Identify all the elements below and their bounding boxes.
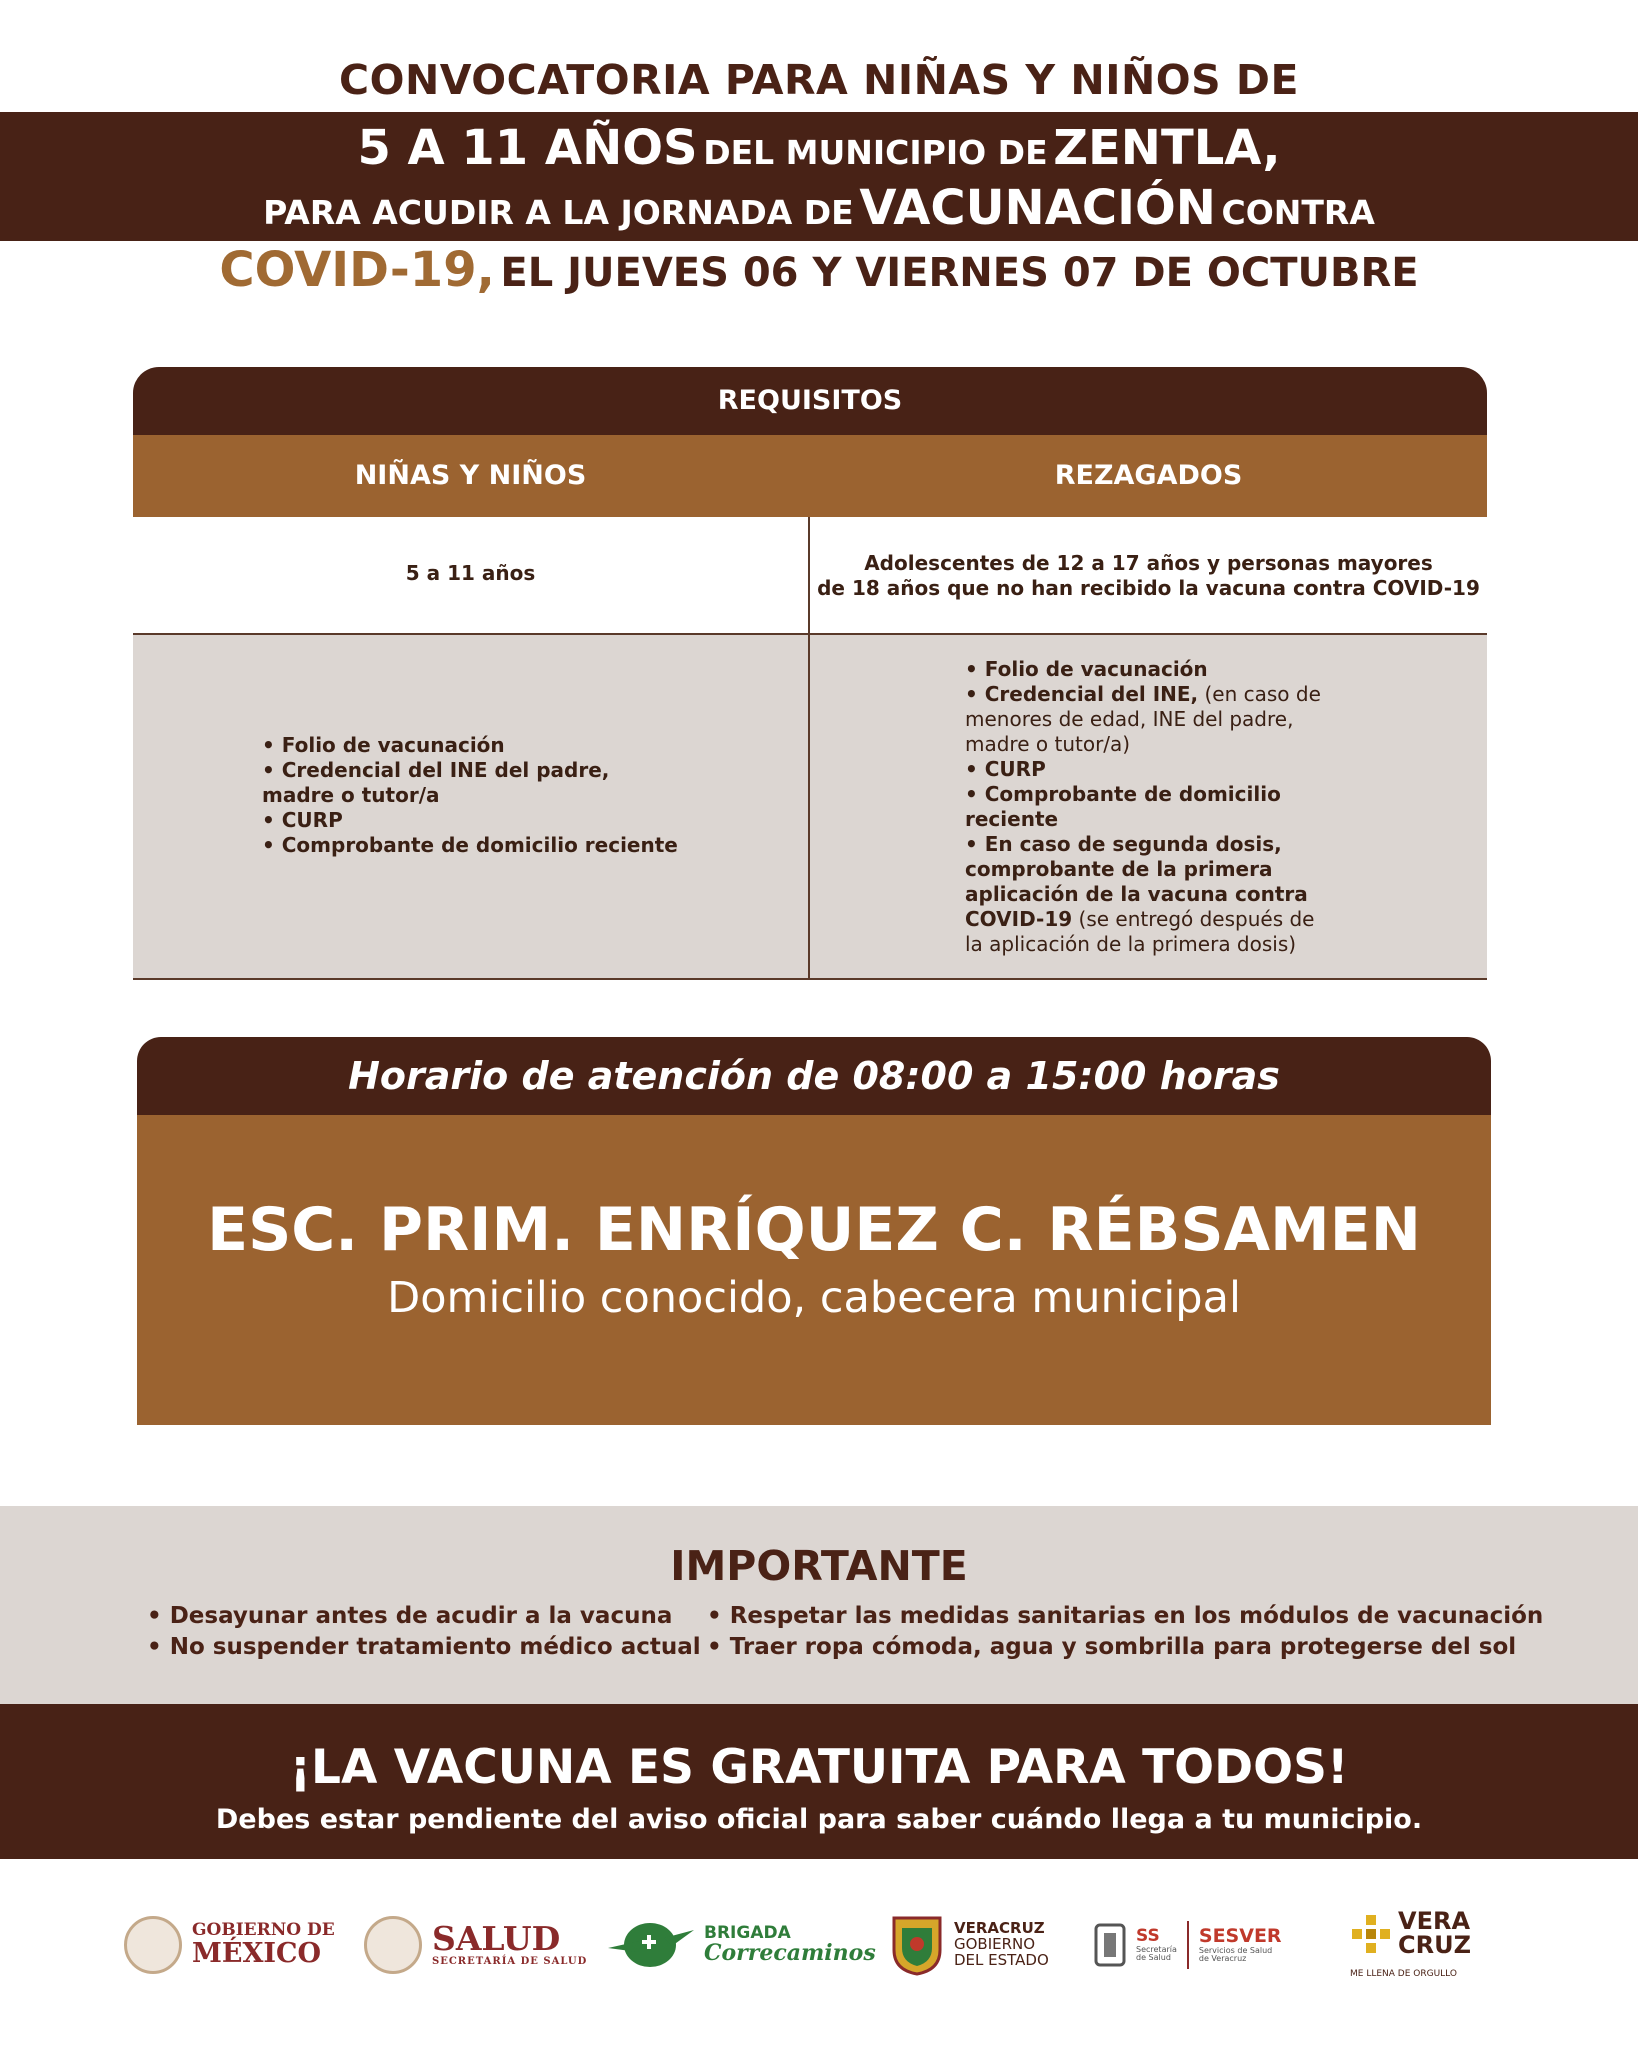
doc-item: • CURP [965, 757, 1046, 781]
docs-list-rezagados [965, 657, 1321, 957]
importante-item: • No suspender tratamiento médico actual [147, 1634, 701, 1660]
doc-item: • Credencial del INE, (en caso de [965, 682, 1321, 706]
col-header-rezagados: REZAGADOS [1054, 460, 1243, 491]
doc-item-cont: comprobante de la primera [965, 857, 1273, 881]
horario-title: Horario de atención de 08:00 a 15:00 horas [137, 1037, 1491, 1115]
doc-item: • Comprobante de domicilio reciente [262, 833, 678, 857]
doc-item: • En caso de segunda dosis, [965, 832, 1282, 856]
jornada-label: PARA ACUDIR A LA JORNADA DE [263, 193, 854, 232]
column-divider [808, 635, 810, 978]
header-line-3 [0, 180, 1638, 236]
veracruz-star-icon [1350, 1913, 1392, 1955]
rezagados-age-line-1: Adolescentes de 12 a 17 años y personas mayores [864, 551, 1433, 575]
municipio-label: DEL MUNICIPIO DE [703, 133, 1048, 172]
rezagados-age-line-2: de 18 años que no han recibido la vacuna contra COVID-19 [817, 576, 1480, 600]
veracruz-shield-icon [890, 1914, 944, 1976]
veracruz-crest-icon [1090, 1919, 1130, 1971]
cruz-text: CRUZ [1398, 1931, 1471, 1959]
doc-item-cont: aplicación de la vacuna contra [965, 882, 1308, 906]
correcaminos-text: Correcaminos [704, 1940, 876, 1967]
salud-text: SALUD [432, 1919, 561, 1959]
ss-text: SS [1136, 1925, 1160, 1946]
venue-name: ESC. PRIM. ENRÍQUEZ C. RÉBSAMEN [207, 1195, 1421, 1265]
vacunacion-word: VACUNACIÓN [859, 180, 1216, 236]
eagle-seal-icon [364, 1916, 422, 1974]
header-line-4 [0, 242, 1638, 298]
age-range: 5 A 11 AÑOS [357, 120, 698, 176]
logo-divider [1187, 1921, 1189, 1969]
logo-veracruz-orgullo [1350, 1880, 1498, 2010]
docs-list-ninos [262, 733, 678, 858]
ss-sub-2: de Salud [1136, 1952, 1171, 1962]
veracruz-text: VERACRUZ [954, 1919, 1045, 1938]
requisitos-row-age [133, 517, 1487, 635]
doc-item-cont: menores de edad, INE del padre, [965, 707, 1294, 731]
sesver-text: SESVER [1198, 1924, 1282, 1947]
requisitos-header-row [133, 435, 1487, 517]
importante-item: • Traer ropa cómoda, agua y sombrilla para protegerse del sol [707, 1634, 1517, 1660]
header-band [0, 112, 1638, 241]
gratuita-title: ¡LA VACUNA ES GRATUITA PARA TODOS! [289, 1740, 1349, 1795]
orgullo-text: ME LLENA DE ORGULLO [1350, 1969, 1457, 1979]
municipio-name: ZENTLA, [1053, 120, 1281, 176]
venue-address: Domicilio conocido, cabecera municipal [387, 1273, 1241, 1323]
importante-block [0, 1506, 1638, 1704]
col-header-ninos: NIÑAS Y NIÑOS [354, 460, 587, 491]
sesver-sub-2: de Veracruz [1198, 1953, 1247, 1963]
doc-item: • CURP [262, 808, 343, 832]
dates: EL JUEVES 06 Y VIERNES 07 DE OCTUBRE [500, 250, 1419, 296]
eagle-seal-icon [124, 1916, 182, 1974]
logo-ss-sesver [1090, 1880, 1282, 2010]
doc-item: • Comprobante de domicilio [965, 782, 1281, 806]
importante-item: • Respetar las medidas sanitarias en los módulos de vacunación [707, 1603, 1544, 1629]
roadrunner-icon [604, 1918, 696, 1972]
doc-item-cont: la aplicación de la primera dosis) [965, 932, 1297, 956]
logos-footer [0, 1880, 1638, 2010]
venue-block [137, 1115, 1491, 1425]
age-cell-ninos: 5 a 11 años [405, 561, 536, 585]
doc-item: madre o tutor/a [262, 783, 440, 807]
covid-word: COVID-19, [219, 242, 495, 298]
requisitos-row-documents [133, 635, 1487, 980]
logo-gobierno-mexico [124, 1880, 335, 2010]
doc-item-cont: COVID-19 (se entregó después de [965, 907, 1315, 931]
gratuita-block [0, 1704, 1638, 1859]
del-estado-text: DEL ESTADO [954, 1950, 1049, 1969]
header-line-1: CONVOCATORIA PARA NIÑAS Y NIÑOS DE [339, 56, 1299, 104]
sesver-sub-1: Servicios de Salud [1198, 1945, 1273, 1955]
doc-item: • Credencial del INE del padre, [262, 758, 610, 782]
logo-salud [364, 1880, 587, 2010]
ss-sub-1: Secretaría [1136, 1944, 1177, 1954]
importante-title: IMPORTANTE [670, 1542, 968, 1590]
age-cell-rezagados [810, 551, 1487, 601]
header-line-2 [0, 120, 1638, 176]
contra-word: CONTRA [1221, 193, 1375, 232]
doc-item: • Folio de vacunación [965, 657, 1208, 681]
gobierno-text: GOBIERNO [954, 1935, 1036, 1954]
doc-item-cont: madre o tutor/a) [965, 732, 1131, 756]
gob-text-1: GOBIERNO DE [192, 1919, 335, 1940]
logo-brigada-correcaminos [604, 1880, 876, 2010]
requisitos-title: REQUISITOS [133, 367, 1487, 435]
gob-text-2: MÉXICO [192, 1937, 322, 1969]
importante-item: • Desayunar antes de acudir a la vacuna [147, 1603, 673, 1629]
gratuita-subtitle: Debes estar pendiente del aviso oficial para saber cuándo llega a tu municipio. [215, 1804, 1423, 1835]
doc-item: • Folio de vacunación [262, 733, 505, 757]
salud-subtext: SECRETARÍA DE SALUD [432, 1956, 588, 1968]
logo-gobierno-veracruz [890, 1880, 1049, 2010]
brigada-text: BRIGADA [704, 1922, 791, 1943]
vera-text: VERA [1398, 1907, 1471, 1935]
doc-item-cont: reciente [965, 807, 1059, 831]
